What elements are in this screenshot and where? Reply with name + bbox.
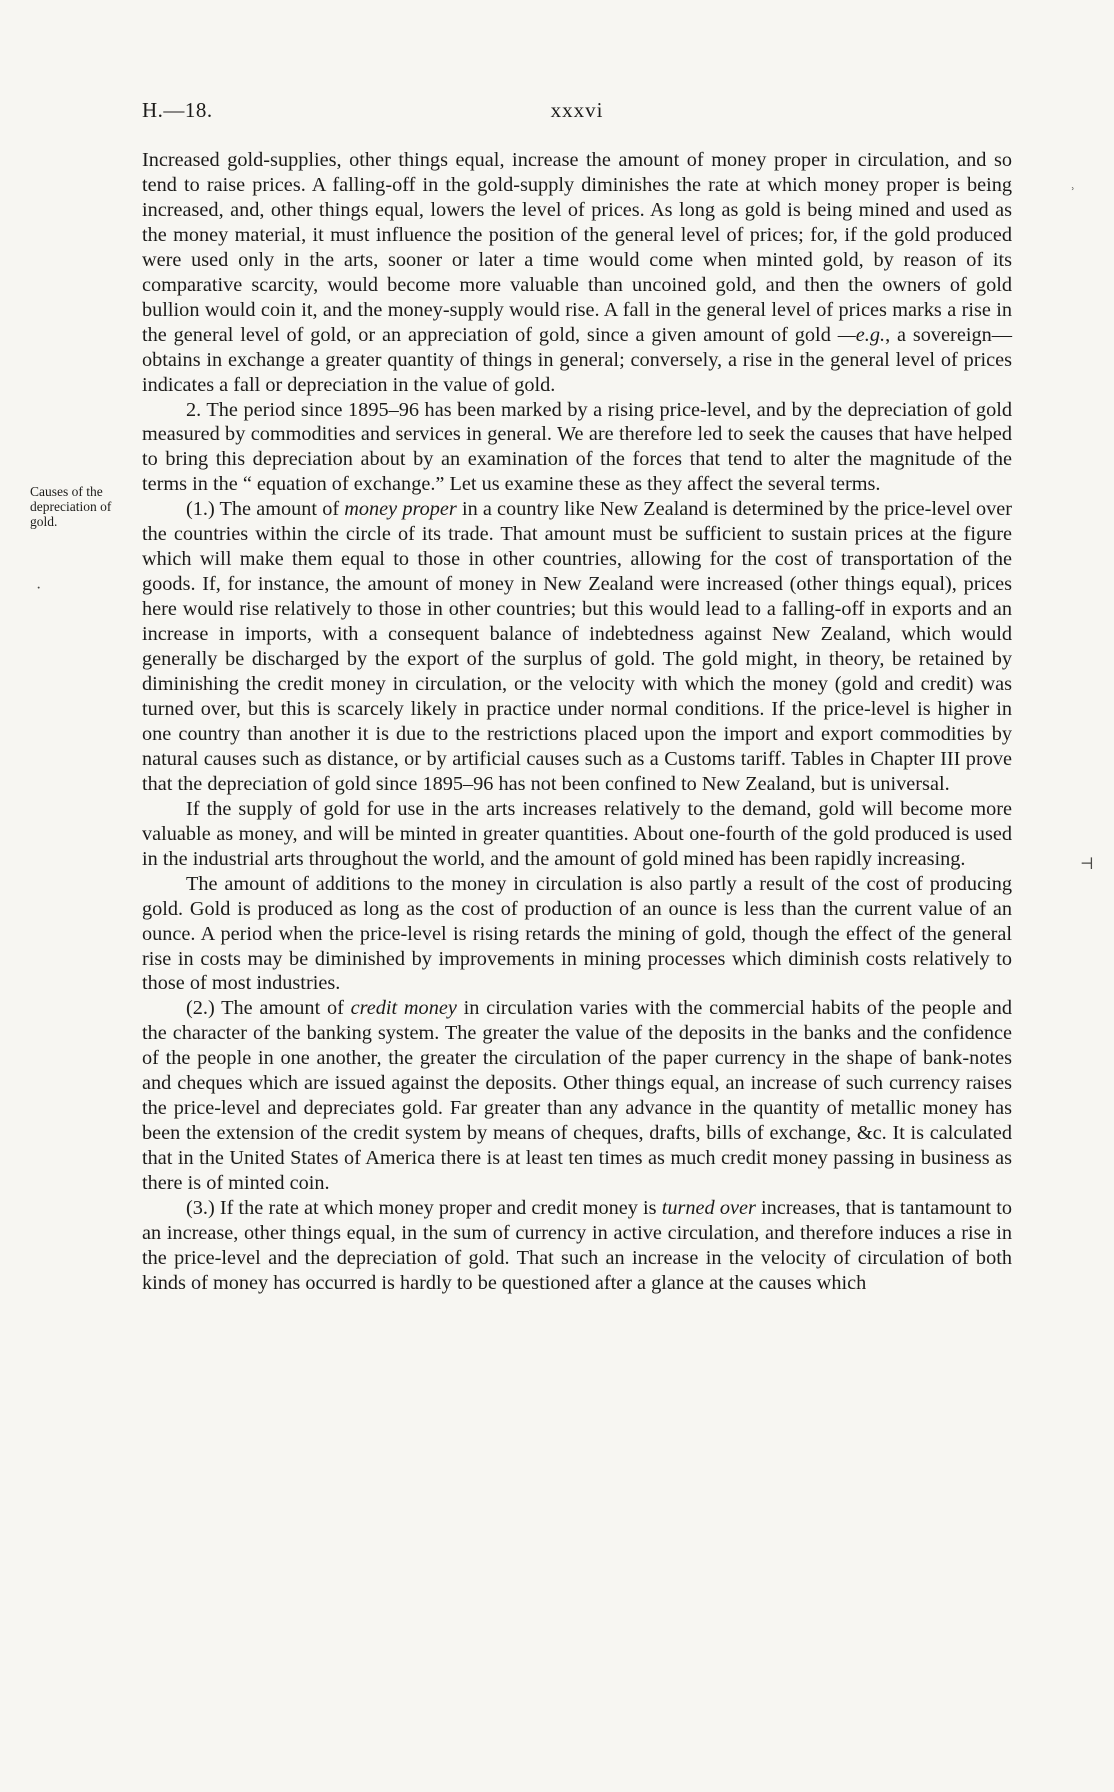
document-reference: H.—18. bbox=[142, 98, 213, 122]
page-number: xxxvi bbox=[550, 98, 604, 122]
paragraph-6: (2.) The amount of credit money in circulation varies with the commercial habits of the people and the character of the banking system. The greater the value of the deposits in the banks and the confidence of the people in one another, the greater the circulation of the paper currency in the shape of bank-notes and cheques which are issued against the deposits. Other things equal, an increase of such currency raises the price-level and depreciates gold. Far greater than any advance in the quantity of metallic money has been the extension of the credit system by means of cheques, drafts, bills of exchange, &c. It is calculated that in the United States of America there is at least ten times as much credit money passing in business as there is of minted coin. bbox=[142, 997, 1012, 1195]
scan-mark: · bbox=[36, 580, 42, 597]
paragraph-7: (3.) If the rate at which money proper and credit money is turned over increases, that is tantamount to an increase, other things equal, in the sum of currency in active circulation, and therefore induces a rise in the price-level and the depreciation of gold. That such an increase in the velocity of circulation of both kinds of money has occurred is hardly to be questioned after a glance at the causes which bbox=[142, 1197, 1012, 1294]
paragraph-5: The amount of additions to the money in circulation is also partly a result of the cost of producing gold. Gold is produced as long as the cost of production of an ounce is less than the current value of an ounce. A period when the price-level is rising retards the mining of gold, though the effect of the general rise in costs may be diminished by improvements in mining processes which diminish costs relatively to those of most industries. bbox=[142, 872, 1012, 995]
scan-mark: ⊣ bbox=[1080, 856, 1094, 873]
scan-mark: ˒ bbox=[1070, 178, 1076, 195]
body-text bbox=[142, 148, 1012, 1296]
page-header bbox=[142, 98, 1012, 128]
margin-note: Causes of the depreciation of gold. bbox=[30, 484, 112, 529]
paragraph-4: If the supply of gold for use in the arts increases relatively to the demand, gold will become more valuable as money, and will be minted in greater quantities. About one-fourth of the gold produced is used in the industrial arts throughout the world, and the amount of gold mined has been rapidly increasing. bbox=[142, 797, 1012, 870]
paragraph-3: (1.) The amount of money proper in a country like New Zealand is determined by the price-level over the countries within the circle of its trade. That amount must be sufficient to sustain prices at the figure which will make them equal to those in other countries, allowing for the cost of transportation of the goods. If, for instance, the amount of money in New Zealand were increased (other things equal), prices here would rise relatively to those in other countries; but this would lead to a falling-off in exports and an increase in imports, with a consequent balance of indebtedness against New Zealand, which would generally be discharged by the export of the surplus of gold. The gold might, in theory, be retained by diminishing the credit money in circulation, or the velocity with which the money (gold and credit) was turned over, but this is scarcely likely in practice under normal conditions. If the price-level is higher in one country than another it is due to the restrictions placed upon the import and export commodities by natural causes such as distance, or by artificial causes such as a Customs tariff. Tables in Chapter III prove that the depreciation of gold since 1895–96 has not been confined to New Zealand, but is universal. bbox=[142, 498, 1012, 795]
paragraph-2: 2. The period since 1895–96 has been marked by a rising price-level, and by the depreciation of gold measured by commodities and services in general. We are therefore led to seek the causes that have helped to bring this depreciation about by an examination of the forces that tend to alter the magnitude of the terms in the “ equation of exchange.” Let us examine these as they affect the several terms. bbox=[142, 398, 1012, 496]
paragraph-1: Increased gold-supplies, other things equal, increase the amount of money proper in circulation, and so tend to raise prices. A falling-off in the gold-supply diminishes the rate at which money proper is being increased, and, other things equal, lowers the level of prices. As long as gold is being mined and used as the money material, it must influence the position of the general level of prices; for, if the gold produced were used only in the arts, sooner or later a time would come when minted gold, by reason of its comparative scarcity, would become more valuable than uncoined gold, and then the owners of gold bullion would coin it, and the money-supply would rise. A fall in the general level of prices marks a rise in the general level of gold, or an appreciation of gold, since a given amount of gold —e.g., a sovereign—obtains in exchange a greater quantity of things in general; conversely, a rise in the general level of prices indicates a fall or depreciation in the value of gold. bbox=[142, 149, 1013, 396]
